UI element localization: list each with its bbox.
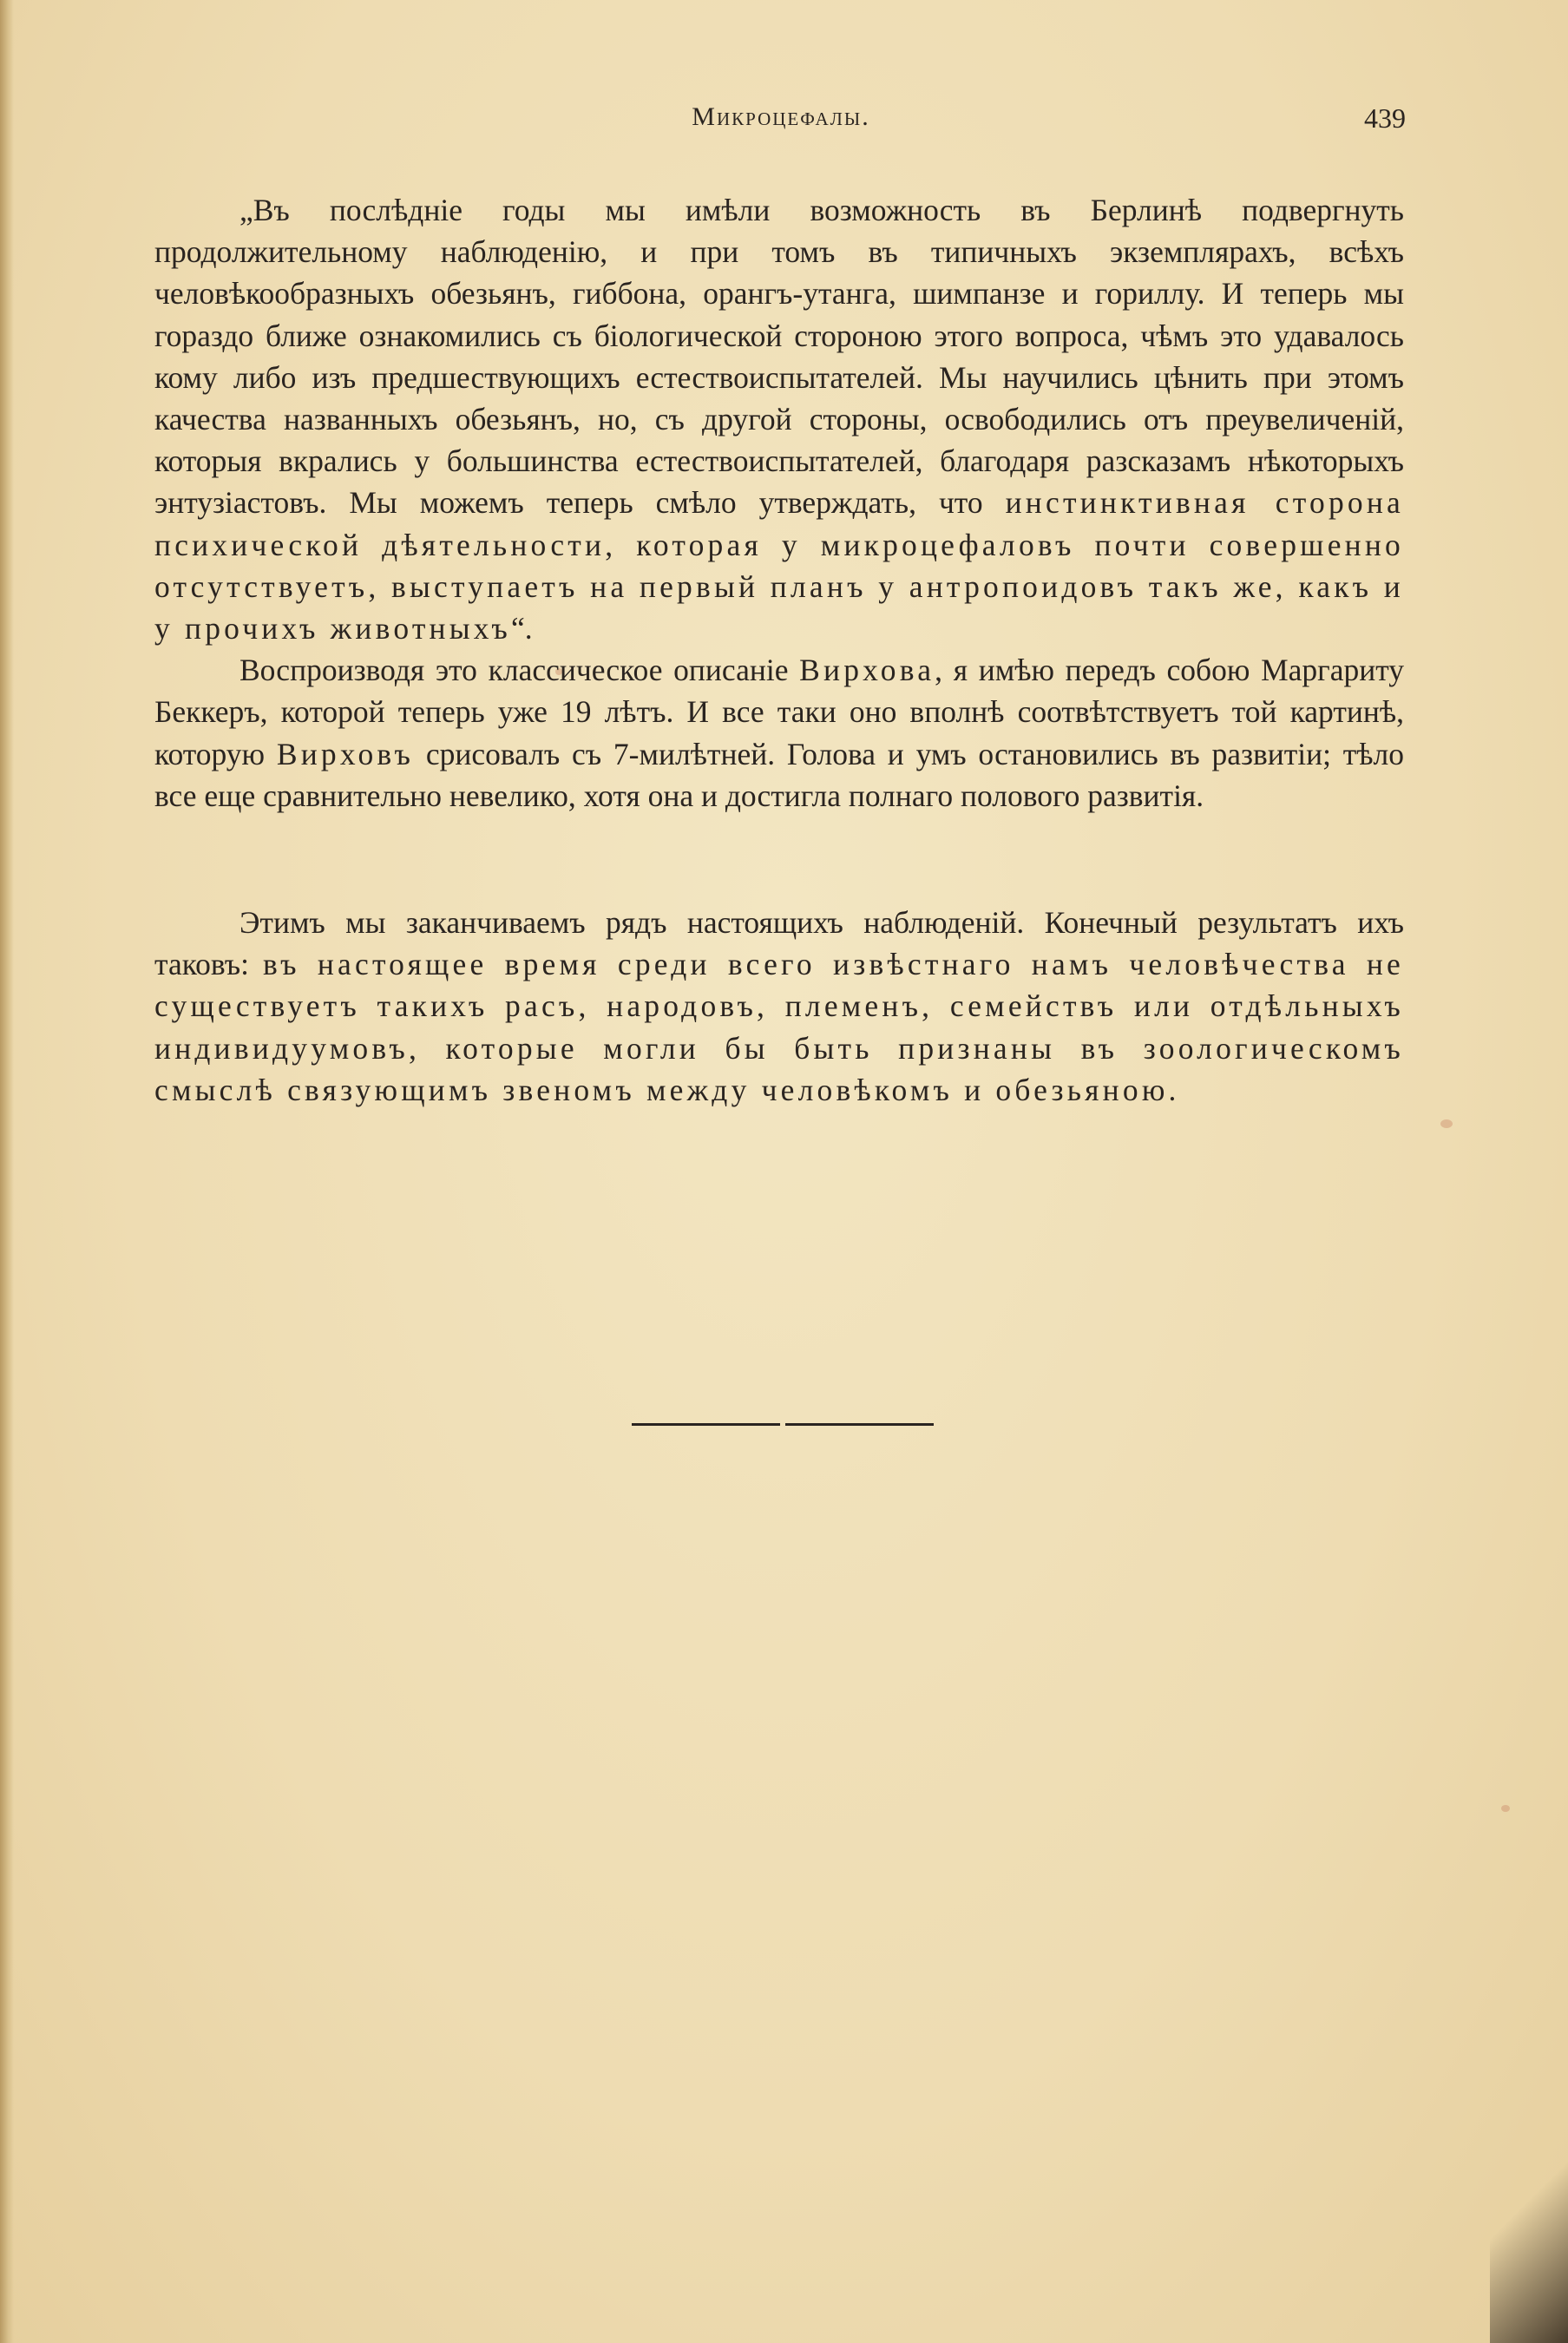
emphasized-text: Вирховъ	[276, 736, 415, 771]
text-run: срисовалъ съ 7-милѣтней. Голова и умъ остановились въ развитіи; тѣло все еще сравнительно невелико, хотя она и достигла полнаго полового развитія.	[154, 736, 1404, 813]
foxing-stain	[1501, 1805, 1510, 1812]
paragraph	[154, 649, 1404, 817]
text-run: Этимъ мы заканчиваемъ рядъ настоящихъ наблюденій. Конечный результатъ ихъ таковъ:	[154, 905, 1404, 982]
page-left-edge	[0, 0, 14, 2343]
section-end-rule	[632, 1423, 934, 1426]
text-run: , я имѣю передъ собою Маргариту Беккеръ, которой теперь уже 19 лѣтъ. И все таки оно вполнѣ соотвѣтствуетъ той картинѣ, которую	[154, 653, 1404, 771]
emphasized-text: въ настоящее время среди всего извѣстнаго намъ человѣчества не существуетъ такихъ расъ, народовъ, племенъ, семействъ или отдѣльныхъ индивидуумовъ, которые могли бы быть признаны въ зоологическомъ смыслѣ связующимъ звеномъ между человѣкомъ и обезьяною.	[154, 947, 1405, 1107]
emphasized-text: Вирхова	[799, 653, 935, 688]
paragraph	[154, 189, 1404, 649]
page-number: 439	[1364, 102, 1406, 134]
emphasized-text: инстинктивная сторона психической дѣятельности, которая у микроцефаловъ почти совершенно отсутствуетъ, выступаетъ на первый планъ у антропоидовъ такъ же, какъ и у прочихъ животныхъ	[154, 485, 1404, 646]
rule-segment	[632, 1423, 780, 1426]
foxing-stain	[1440, 1119, 1453, 1128]
section-gap	[154, 817, 1404, 902]
running-title: Микроцефалы.	[692, 102, 870, 131]
page-corner-shadow	[1490, 2117, 1568, 2343]
rule-segment	[785, 1423, 934, 1426]
text-run: “.	[510, 611, 533, 646]
paragraph	[154, 902, 1404, 1111]
text-run: Воспроизводя это классическое описаніе	[239, 653, 800, 688]
text-run: „Въ послѣдніе годы мы имѣли возможность въ Берлинѣ подвергнуть продолжительному наблюденію, и при томъ въ типичныхъ экземплярахъ, всѣхъ человѣкообразныхъ обезьянъ, гиббона, орангъ-утанга, шимпанзе и гориллу. И теперь мы гораздо ближе ознакомились съ біологической стороною этого вопроса, чѣмъ это удавалось кому либо изъ предшествующихъ естествоиспытателей. Мы научились цѣнить при этомъ качества названныхъ обезьянъ, но, съ другой стороны, освободились отъ преувеличеній, которыя вкрались у большинства естествоиспытателей, благодаря разсказамъ нѣкоторыхъ энтузіастовъ. Мы можемъ теперь смѣло утверждать, что	[154, 193, 1404, 521]
body-text	[154, 189, 1404, 1111]
running-head	[156, 102, 1406, 146]
